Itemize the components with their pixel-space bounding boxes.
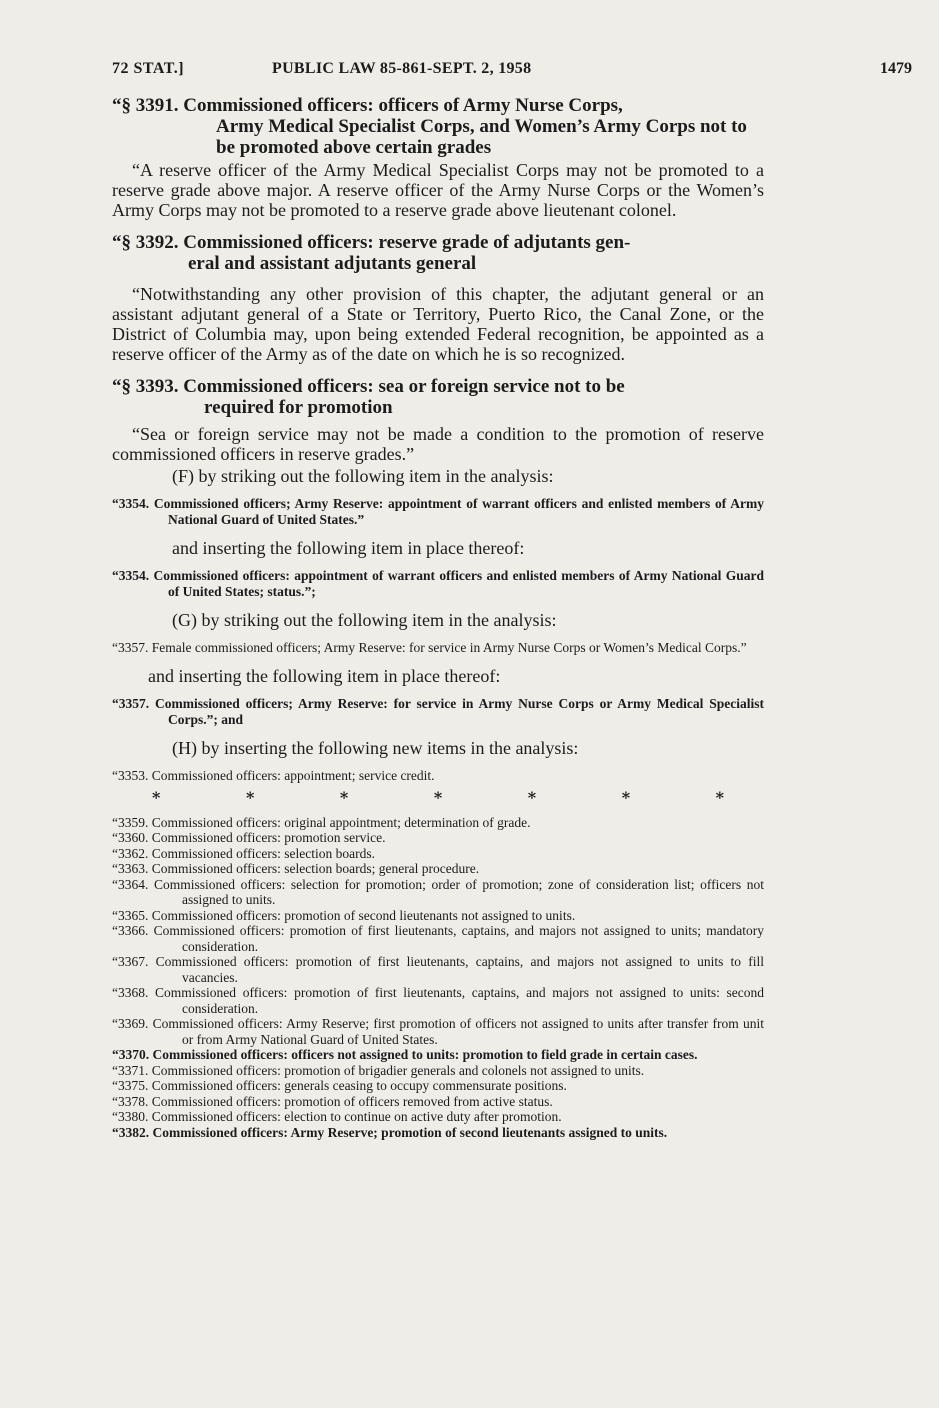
section-heading-continuation: eral and assistant adjutants general (188, 253, 477, 274)
omission-dot: * (433, 787, 443, 807)
section-text-3391: “A reserve officer of the Army Medical Specialist Corps may not be promoted to a reserve grade above major. A reserve officer of the Army Nurse Corps or the Women’s Army Corps may not be promoted to a reserve grade above lieutenant colonel. (112, 160, 764, 220)
statute-reference: 72 STAT.] (112, 60, 185, 77)
section-heading-line: “§ 3391. Commissioned officers: officers of Army Nurse Corps, (112, 95, 623, 116)
analysis-item: “3363. Commissioned officers: selection boards; general procedure. (112, 861, 480, 876)
analysis-item: “3370. Commissioned officers: officers not assigned to units: promotion to field grade in certain cases. (112, 1047, 698, 1062)
analysis-items-list (112, 815, 764, 1141)
section-heading-3392 (112, 232, 764, 274)
section-text-3392: “Notwithstanding any other provision of this chapter, the adjutant general or an assistant adjutant general of a State or Territory, Puerto Rico, the Canal Zone, or the District of Columbia may, upon being extended Federal recognition, be appointed as a reserve officer of the Army as of the date on which he is so recognized. (112, 284, 764, 364)
inserted-item-3354: “3354. Commissioned officers: appointment of warrant officers and enlisted members of Army National Guard of United States; status.”; (112, 568, 764, 599)
section-heading-3393 (112, 376, 764, 418)
page-body (112, 95, 764, 1140)
analysis-item-3353: “3353. Commissioned officers: appointment; service credit. (112, 768, 435, 783)
omission-dot: * (715, 787, 724, 807)
analysis-item: “3365. Commissioned officers: promotion of second lieutenants not assigned to units. (112, 907, 576, 923)
omission-dot: * (152, 787, 161, 807)
analysis-item: “3362. Commissioned officers: selection boards. (112, 845, 375, 861)
instruction-f-insert: and inserting the following item in place thereof: (172, 538, 525, 558)
analysis-item: “3371. Commissioned officers: promotion of brigadier generals and colonels not assigned to units. (112, 1062, 645, 1078)
omission-dot: * (621, 787, 631, 807)
section-heading-3391 (112, 95, 764, 158)
analysis-item: “3378. Commissioned officers: promotion of officers removed from active status. (112, 1093, 553, 1109)
analysis-item: “3382. Commissioned officers: Army Reserve; promotion of second lieutenants assigned to units. (112, 1124, 668, 1140)
page-title: PUBLIC LAW 85-861-SEPT. 2, 1958 (272, 60, 532, 77)
section-heading-continuation: Army Medical Specialist Corps, and Women’s Army Corps not to be promoted above certain grades (216, 116, 747, 158)
struck-item-3354: “3354. Commissioned officers; Army Reserve: appointment of warrant officers and enlisted members of Army National Guard of United States.” (112, 496, 764, 527)
instruction-g: (G) by striking out the following item in the analysis: (172, 610, 557, 630)
analysis-item: “3360. Commissioned officers: promotion service. (112, 830, 386, 845)
omission-dot: * (245, 787, 255, 807)
analysis-item: “3368. Commissioned officers: promotion of first lieutenants, captains, and majors not assigned to units: second consideration. (112, 985, 764, 1016)
analysis-item: “3366. Commissioned officers: promotion of first lieutenants, captains, and majors not assigned to units; mandatory consideration. (112, 923, 764, 954)
section-text-3393: “Sea or foreign service may not be made a condition to the promotion of reserve commissioned officers in reserve grades.” (112, 424, 764, 464)
analysis-item: “3375. Commissioned officers: generals ceasing to occupy commensurate positions. (112, 1078, 567, 1093)
section-heading-continuation: required for promotion (204, 397, 393, 418)
instruction-f: (F) by striking out the following item in the analysis: (172, 466, 554, 486)
instruction-g-insert: and inserting the following item in place thereof: (148, 666, 501, 686)
section-heading-line: “§ 3393. Commissioned officers: sea or foreign service not to be (112, 376, 625, 397)
analysis-item: “3364. Commissioned officers: selection for promotion; order of promotion; zone of consideration list; officers not assigned to units. (112, 876, 764, 907)
analysis-item: “3359. Commissioned officers: original appointment; determination of grade. (112, 814, 531, 830)
omission-dot: * (339, 787, 349, 807)
omission-dots (112, 784, 764, 815)
inserted-item-3357: “3357. Commissioned officers; Army Reserve: for service in Army Nurse Corps or Army Medical Specialist Corps.”; and (112, 696, 764, 727)
analysis-item: “3369. Commissioned officers: Army Reserve; first promotion of officers not assigned to units after transfer from unit or from Army National Guard of United States. (112, 1016, 764, 1047)
analysis-item: “3367. Commissioned officers: promotion of first lieutenants, captains, and majors not assigned to units to fill vacancies. (112, 954, 764, 985)
instruction-h: (H) by inserting the following new items in the analysis: (172, 738, 579, 758)
page-number: 1479 (880, 60, 912, 77)
section-heading-line: “§ 3392. Commissioned officers: reserve grade of adjutants gen- (112, 232, 631, 253)
running-header (112, 60, 912, 82)
struck-item-3357: “3357. Female commissioned officers; Army Reserve: for service in Army Nurse Corps or Women’s Medical Corps.” (112, 640, 747, 655)
analysis-item: “3380. Commissioned officers: election to continue on active duty after promotion. (112, 1109, 562, 1124)
omission-dot: * (527, 787, 537, 807)
